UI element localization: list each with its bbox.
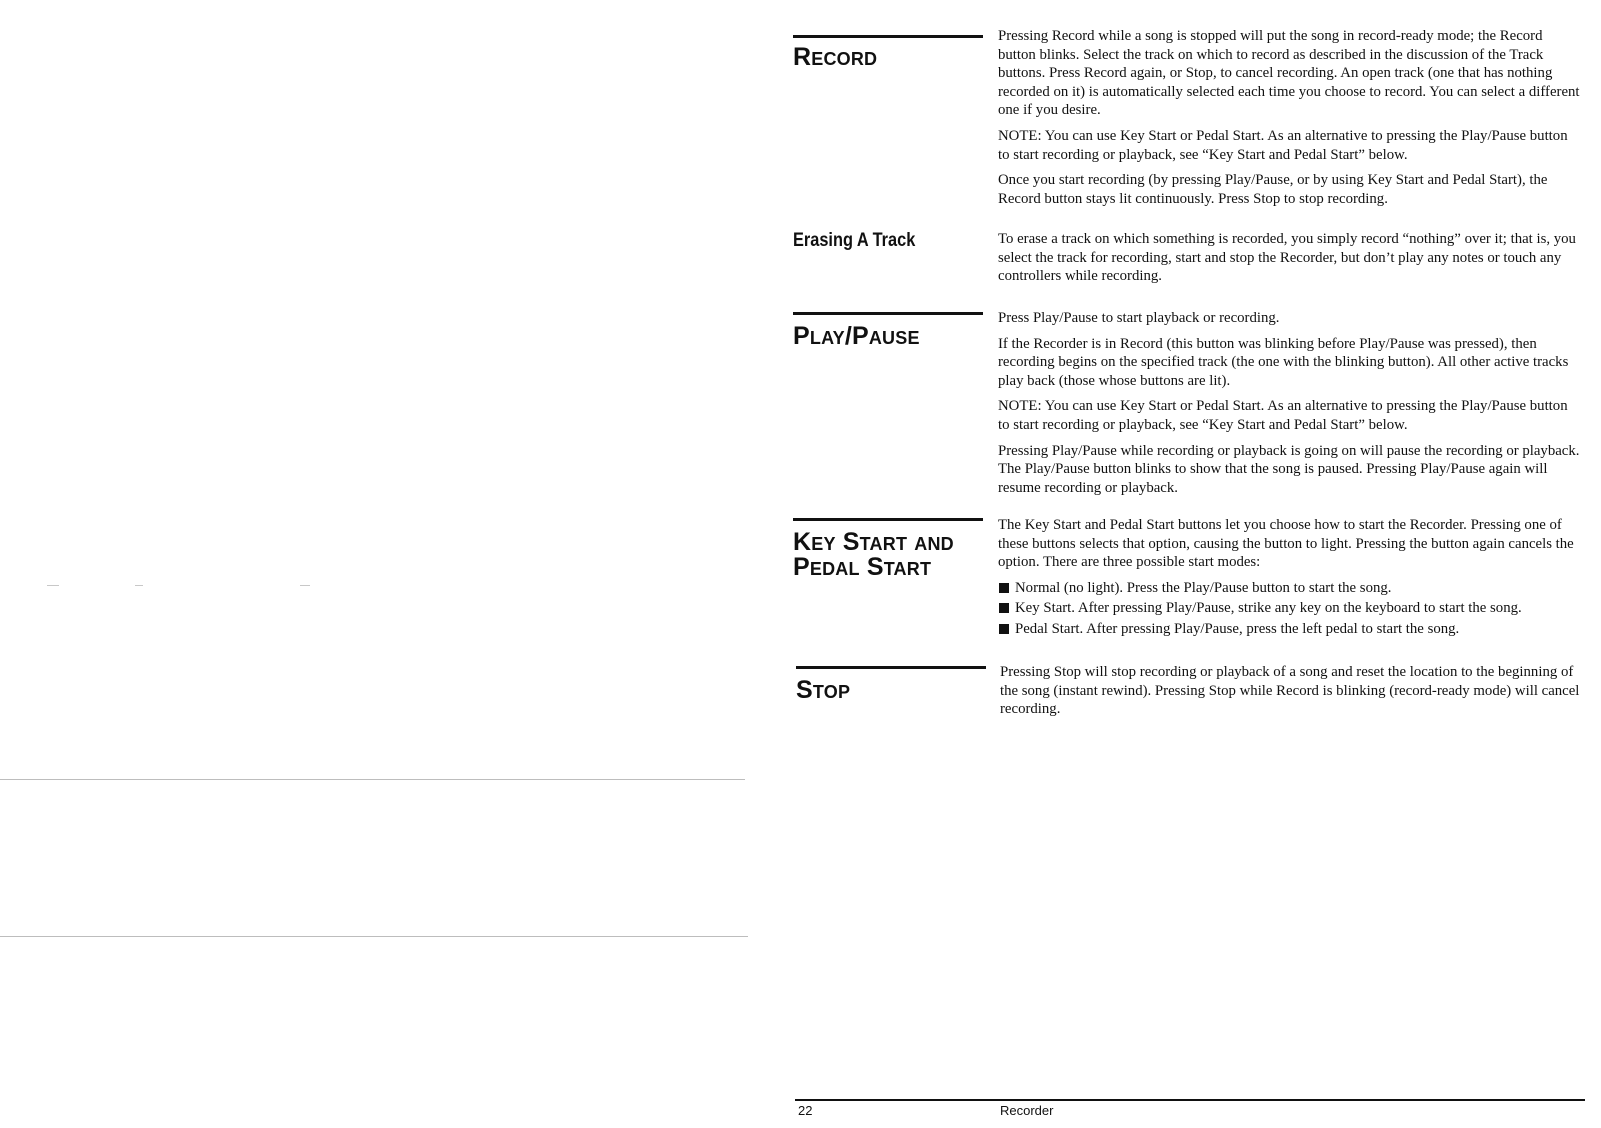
section-body-erasing <box>998 230 1581 293</box>
section-rule <box>796 666 986 669</box>
section-body-record <box>998 27 1581 215</box>
page-number: 22 <box>798 1103 813 1118</box>
section-heading-record: Record <box>793 43 878 71</box>
section-body-stop <box>1000 663 1583 726</box>
subsection-heading-erasing: Erasing A Track <box>793 230 916 251</box>
paragraph: Pressing Play/Pause while recording or playback is going on will pause the recording or playback. The Play/Pause button blinks to show that the song is paused. Pressing Play/Pause again will resume recording or playback. <box>998 442 1580 496</box>
scan-speck <box>47 585 59 586</box>
list-item: Key Start. After pressing Play/Pause, strike any key on the keyboard to start the song. <box>998 599 1581 618</box>
square-bullet-icon <box>999 624 1009 634</box>
note-paragraph: NOTE: You can use Key Start or Pedal Start. As an alternative to pressing the Play/Pause button to start recording or playback, see “Key Start and Pedal Start” below. <box>998 127 1568 163</box>
section-rule <box>793 518 983 521</box>
section-rule <box>793 312 983 315</box>
scan-speck <box>300 585 310 586</box>
list-item: Pedal Start. After pressing Play/Pause, press the left pedal to start the song. <box>998 620 1581 639</box>
scan-speck <box>135 585 143 586</box>
paragraph: To erase a track on which something is recorded, you simply record “nothing” over it; that is, you select the track for recording, start and stop the Recorder, but don’t play any notes or touch any controllers while recording. <box>998 231 1576 285</box>
square-bullet-icon <box>999 583 1009 593</box>
section-body-key-start <box>998 516 1581 641</box>
heading-line: Pedal Start <box>793 553 932 581</box>
section-heading-play-pause: Play/Pause <box>793 322 920 350</box>
footer-rule <box>795 1099 1585 1101</box>
paragraph: Once you start recording (by pressing Play/Pause, or by using Key Start and Pedal Start), the Record button stays lit continuously. Press Stop to stop recording. <box>998 172 1548 207</box>
square-bullet-icon <box>999 603 1009 613</box>
left-page-rule-upper <box>0 779 745 780</box>
left-page-rule-lower <box>0 936 748 937</box>
footer-chapter-title: Recorder <box>1000 1103 1054 1118</box>
paragraph: The Key Start and Pedal Start buttons let you choose how to start the Recorder. Pressing one of these buttons selects that option, causing the button to light. Pressing the button again cancels the option. There are three possible start modes: <box>998 517 1574 571</box>
start-modes-list <box>998 579 1581 639</box>
paragraph: Pressing Stop will stop recording or playback of a song and reset the location to the beginning of the song (instant rewind). Pressing Stop while Record is blinking (record-ready mode) will cancel recording. <box>1000 664 1580 718</box>
section-heading-stop: Stop <box>796 676 851 704</box>
paragraph: Pressing Record while a song is stopped will put the song in record-ready mode; the Record button blinks. Select the track on which to record as described in the discussion of the Track buttons. Press Record again, or Stop, to cancel recording. An open track (one that has nothing recorded on it) is automatically selected each time you choose to record. You can select a different one if you desire. <box>998 28 1580 119</box>
paragraph: Press Play/Pause to start playback or recording. <box>998 310 1280 326</box>
paragraph: If the Recorder is in Record (this button was blinking before Play/Pause was pressed), then recording begins on the specified track (the one with the blinking button). All other active tracks play back (those whose buttons are lit). <box>998 335 1569 389</box>
note-paragraph: NOTE: You can use Key Start or Pedal Start. As an alternative to pressing the Play/Pause button to start recording or playback, see “Key Start and Pedal Start” below. <box>998 398 1568 433</box>
section-heading-key-start <box>793 530 983 580</box>
list-item: Normal (no light). Press the Play/Pause button to start the song. <box>998 579 1581 598</box>
section-rule <box>793 35 983 38</box>
section-body-play-pause <box>998 309 1581 504</box>
heading-line: Key Start and <box>793 528 954 556</box>
